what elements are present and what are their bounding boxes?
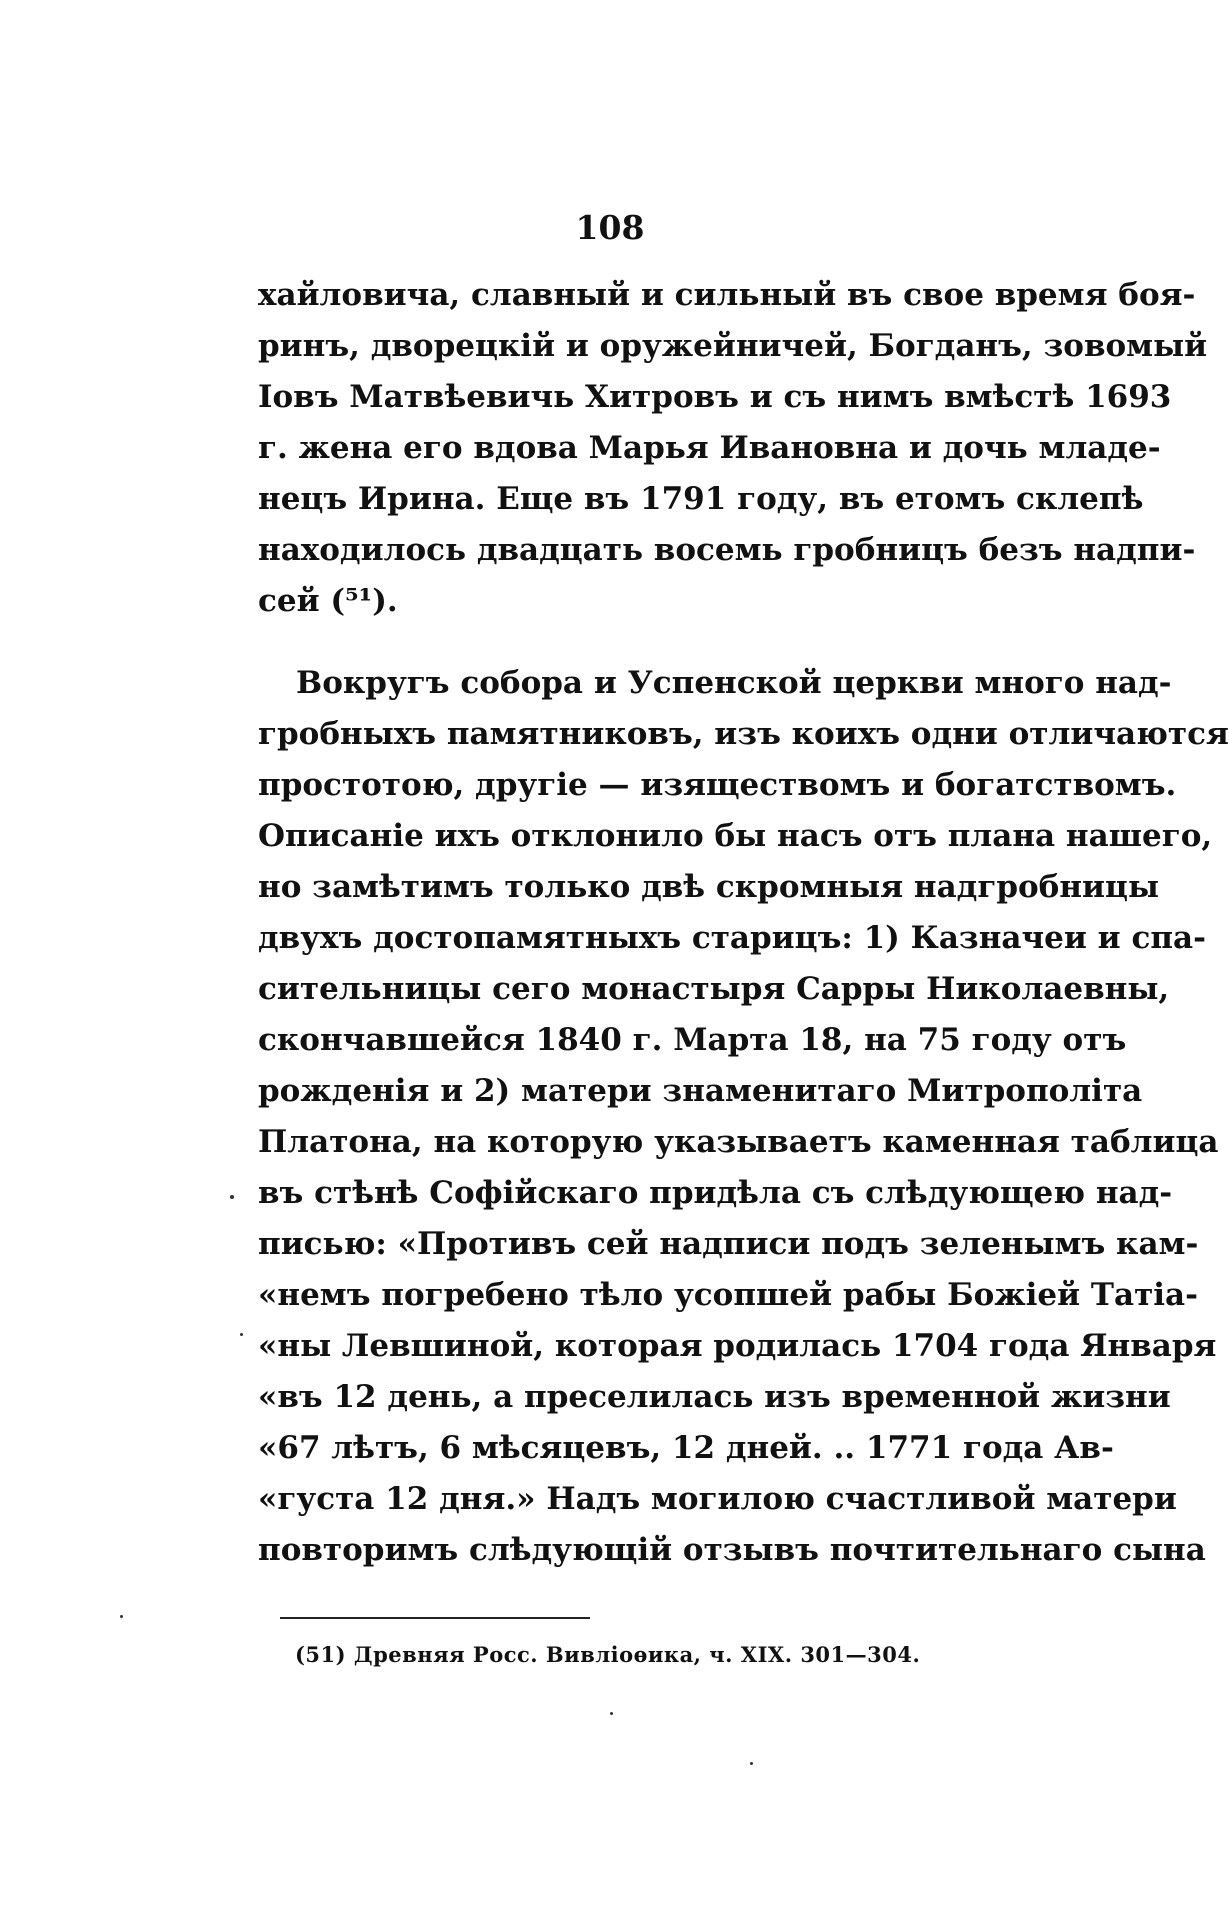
text-line: находилось двадцать восемь гробницъ безъ надпи- <box>258 532 1196 568</box>
text-line: «ны Левшиной, которая родилась 1704 года Января <box>258 1328 1217 1364</box>
scan-speck <box>230 1195 234 1199</box>
text-line: скончавшейся 1840 г. Марта 18, на 75 году отъ <box>258 1022 1127 1058</box>
text-line: «въ 12 день, а преселилась изъ временной жизни <box>258 1379 1171 1415</box>
text-line: хайловича, славный и сильный въ свое время боя- <box>258 277 1196 313</box>
scan-speck <box>240 1333 243 1336</box>
text-line: писью: «Противъ сей надписи подъ зеленымъ кам- <box>258 1226 1199 1262</box>
text-line: Платона, на которую указываетъ каменная таблица <box>258 1124 1219 1160</box>
text-line: «67 лѣтъ, 6 мѣсяцевъ, 12 дней. .. 1771 года Ав- <box>258 1430 1114 1466</box>
text-line: сей (⁵¹). <box>258 583 398 619</box>
footnote: (51) Древняя Росс. Вивліоѳика, ч. XIX. 301—304. <box>295 1642 921 1667</box>
text-line: г. жена его вдова Марья Ивановна и дочь младе- <box>258 430 1161 466</box>
text-line: рожденія и 2) матери знаменитаго Митрополіта <box>258 1073 1143 1109</box>
scan-speck <box>750 1762 753 1765</box>
text-line: ринъ, дворецкій и оружейничей, Богданъ, зовомый <box>258 328 1208 364</box>
page-number: 108 <box>575 208 645 247</box>
text-line: но замѣтимъ только двѣ скромныя надгробницы <box>258 869 1160 905</box>
text-line: «густа 12 дня.» Надъ могилою счастливой матери <box>258 1481 1177 1517</box>
paragraph-1 <box>258 270 1208 627</box>
scan-speck <box>120 1615 123 1618</box>
text-line: «немъ погребено тѣло усопшей рабы Божіей Татіа- <box>258 1277 1199 1313</box>
text-line: простотою, другіе — изяществомъ и богатствомъ. <box>258 767 1177 803</box>
text-line: сительницы сего монастыря Сарры Николаевны, <box>258 971 1170 1007</box>
text-line: гробныхъ памятниковъ, изъ коихъ одни отличаются <box>258 716 1229 752</box>
text-line: Іовъ Матвѣевичь Хитровъ и съ нимъ вмѣстѣ 1693 <box>258 379 1172 415</box>
text-line: двухъ достопамятныхъ старицъ: 1) Казначеи и спа- <box>258 920 1206 956</box>
paragraph-2 <box>258 658 1229 1576</box>
text-line: нецъ Ирина. Еще въ 1791 году, въ етомъ склепѣ <box>258 481 1144 517</box>
text-line: Вокругъ собора и Успенской церкви много над- <box>296 665 1172 701</box>
scan-speck <box>610 1712 613 1715</box>
footnote-divider <box>280 1617 590 1619</box>
text-line: въ стѣнѣ Софійскаго придѣла съ слѣдующею над- <box>258 1175 1173 1211</box>
text-line: повторимъ слѣдующій отзывъ почтительнаго сына <box>258 1532 1206 1568</box>
text-line: Описаніе ихъ отклонило бы насъ отъ плана нашего, <box>258 818 1213 854</box>
